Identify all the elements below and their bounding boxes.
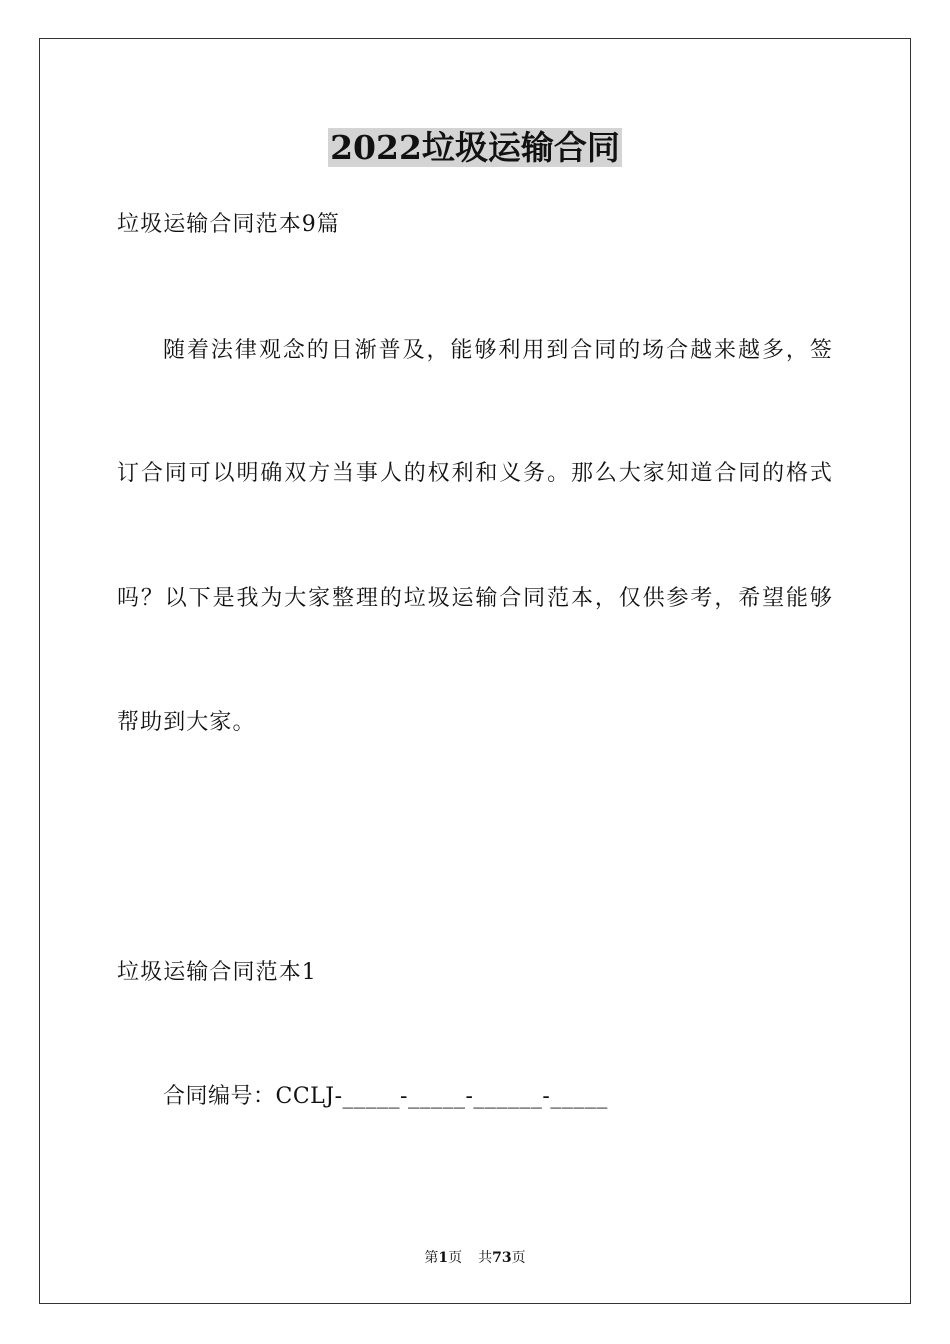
page-footer	[0, 1248, 950, 1268]
footer-page-suffix: 页	[448, 1250, 463, 1266]
footer-total-prefix: 共	[478, 1250, 493, 1266]
contract-number-field: 合同编号：CCLJ-_____-_____-______-_____	[163, 1084, 608, 1109]
intro-paragraph-line-2: 订合同可以明确双方当事人的权利和义务。那么大家知道合同的格式	[117, 461, 833, 486]
document-title-text: 2022垃圾运输合同	[330, 128, 620, 167]
intro-paragraph-line-4: 帮助到大家。	[117, 710, 256, 735]
document-subtitle: 垃圾运输合同范本9篇	[117, 212, 340, 237]
intro-paragraph-line-3: 吗？以下是我为大家整理的垃圾运输合同范本，仅供参考，希望能够	[117, 586, 833, 611]
document-title	[0, 126, 950, 170]
footer-total-suffix: 页	[511, 1250, 526, 1266]
footer-page-number: 1	[438, 1250, 449, 1266]
intro-paragraph-line-1: 随着法律观念的日渐普及，能够利用到合同的场合越来越多，签	[163, 338, 833, 363]
footer-page-prefix: 第	[424, 1250, 439, 1266]
footer-total-pages: 73	[492, 1250, 512, 1266]
section-heading: 垃圾运输合同范本1	[117, 960, 317, 985]
